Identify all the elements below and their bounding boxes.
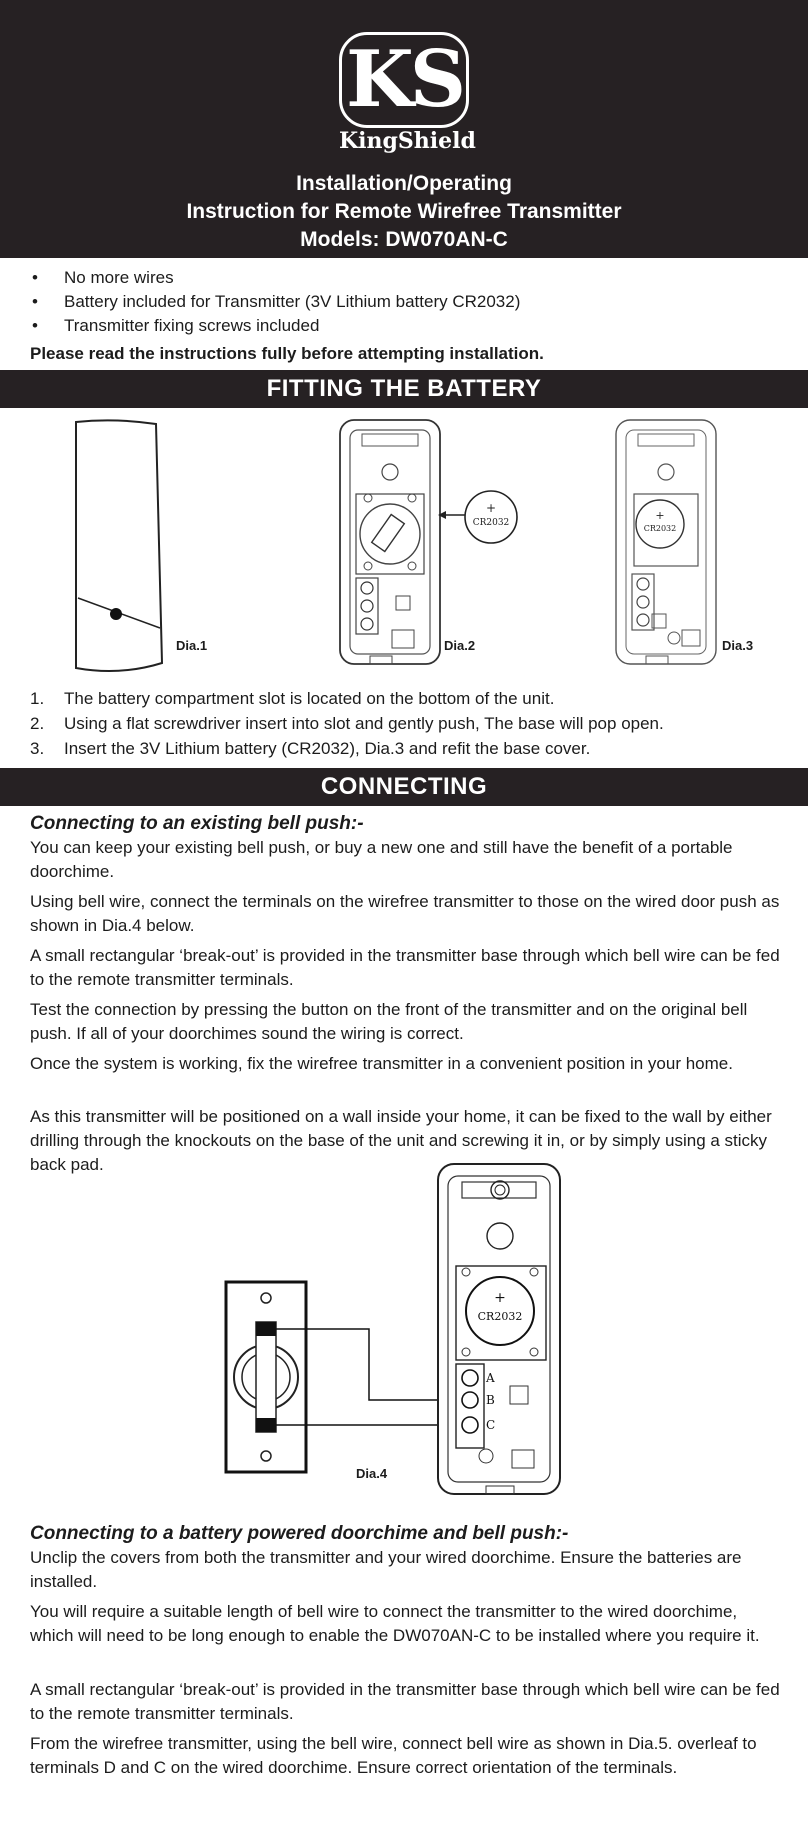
title-line-1: Installation/Operating — [296, 172, 512, 195]
paragraph: A small rectangular ‘break-out’ is provided in the transmitter base through which bell wire can be fed to the remote transmitter terminals. — [30, 946, 780, 989]
battery-plus-label: + — [485, 501, 497, 515]
paragraph: A small rectangular ‘break-out’ is provided in the transmitter base through which bell wire can be fed to the remote transmitter terminals. — [30, 1680, 780, 1723]
header-banner — [0, 0, 808, 258]
dia2-transmitter-open — [336, 416, 446, 668]
step-number: 2. — [30, 714, 45, 733]
battery-plus-label: + — [655, 509, 665, 522]
section-heading-battery: FITTING THE BATTERY — [0, 370, 808, 408]
paragraph: Test the connection by pressing the button on the front of the transmitter and on the original bell push. If all of your doorchimes sound the wiring is correct. — [30, 1000, 748, 1043]
bullet: • — [32, 316, 38, 335]
battery-model-label: CR2032 — [643, 524, 677, 533]
battery-plus-label: + — [494, 1290, 506, 1306]
list-item — [30, 266, 790, 290]
subheading-battery-doorchime: Connecting to a battery powered doorchime and bell push:- — [30, 1523, 569, 1544]
paragraph: Unclip the covers from both the transmitter and your wired doorchime. Ensure the batteries are installed. — [30, 1548, 742, 1591]
terminal-b-label: B — [486, 1393, 495, 1407]
paragraph: Once the system is working, fix the wirefree transmitter in a convenient position in your home. — [30, 1054, 733, 1073]
dia2-label: Dia.2 — [444, 638, 476, 653]
brand-name: KingShield — [339, 128, 476, 154]
dia1-transmitter-front — [70, 418, 170, 678]
bullet: • — [32, 268, 38, 287]
step-number: 1. — [30, 689, 45, 708]
dia1-label: Dia.1 — [176, 638, 208, 653]
dia4-wiring-diagram — [220, 1160, 570, 1500]
battery-model-label: CR2032 — [477, 1310, 523, 1323]
logo-letters: KS — [345, 34, 463, 125]
notice-text: Please read the instructions fully before attempting installation. — [30, 344, 544, 363]
paragraph: Using bell wire, connect the terminals on the wirefree transmitter to those on the wired door push as shown in Dia.4 below. — [30, 892, 780, 935]
step-text: The battery compartment slot is located on the bottom of the unit. — [64, 689, 555, 708]
step-text: Using a flat screwdriver insert into slot and gently push, The base will pop open. — [64, 714, 664, 733]
battery-steps — [30, 686, 800, 761]
paragraph: As this transmitter will be positioned on a wall inside your home, it can be fixed to the wall by either drilling through the knockouts on the base of the unit and screwing it in, or by simply using a sticky back pad. — [30, 1107, 772, 1174]
list-item — [30, 711, 800, 736]
title-line-3: Models: DW070AN-C — [300, 228, 508, 251]
feature-text: No more wires — [64, 268, 174, 287]
feature-text: Transmitter fixing screws included — [64, 316, 320, 335]
cr2032-battery — [462, 488, 520, 546]
terminal-a-label: A — [486, 1371, 495, 1385]
dia4-label: Dia.4 — [356, 1466, 388, 1481]
list-item — [30, 290, 790, 314]
section-heading-connecting: CONNECTING — [0, 768, 808, 806]
terminal-c-label: C — [486, 1418, 496, 1432]
list-item — [30, 314, 790, 338]
step-number: 3. — [30, 739, 45, 758]
feature-list — [30, 266, 790, 338]
transmitter-base — [438, 1164, 560, 1494]
battery-model-label: CR2032 — [472, 518, 510, 528]
subheading-existing-bell-push: Connecting to an existing bell push:- — [30, 813, 364, 834]
bullet: • — [32, 292, 38, 311]
kingshield-logo — [339, 32, 476, 156]
list-item — [30, 736, 800, 761]
paragraph: You can keep your existing bell push, or buy a new one and still have the benefit of a portable doorchime. — [30, 838, 733, 881]
dia3-label: Dia.3 — [722, 638, 754, 653]
dia3-transmitter-battery-fitted — [612, 416, 722, 670]
paragraph: From the wirefree transmitter, using the bell wire, connect bell wire as shown in Dia.5. overleaf to terminals D and C on the wired doorchime. Ensure correct orientation of the terminals. — [30, 1734, 757, 1777]
feature-text: Battery included for Transmitter (3V Lithium battery CR2032) — [64, 292, 521, 311]
paragraph: You will require a suitable length of bell wire to connect the transmitter to the wired doorchime, which will need to be long enough to enable the DW070AN-C to be installed where you require it. — [30, 1602, 760, 1645]
title-line-2: Instruction for Remote Wirefree Transmitter — [186, 200, 622, 223]
step-text: Insert the 3V Lithium battery (CR2032), Dia.3 and refit the base cover. — [64, 739, 591, 758]
bell-push — [226, 1282, 306, 1472]
list-item — [30, 686, 800, 711]
